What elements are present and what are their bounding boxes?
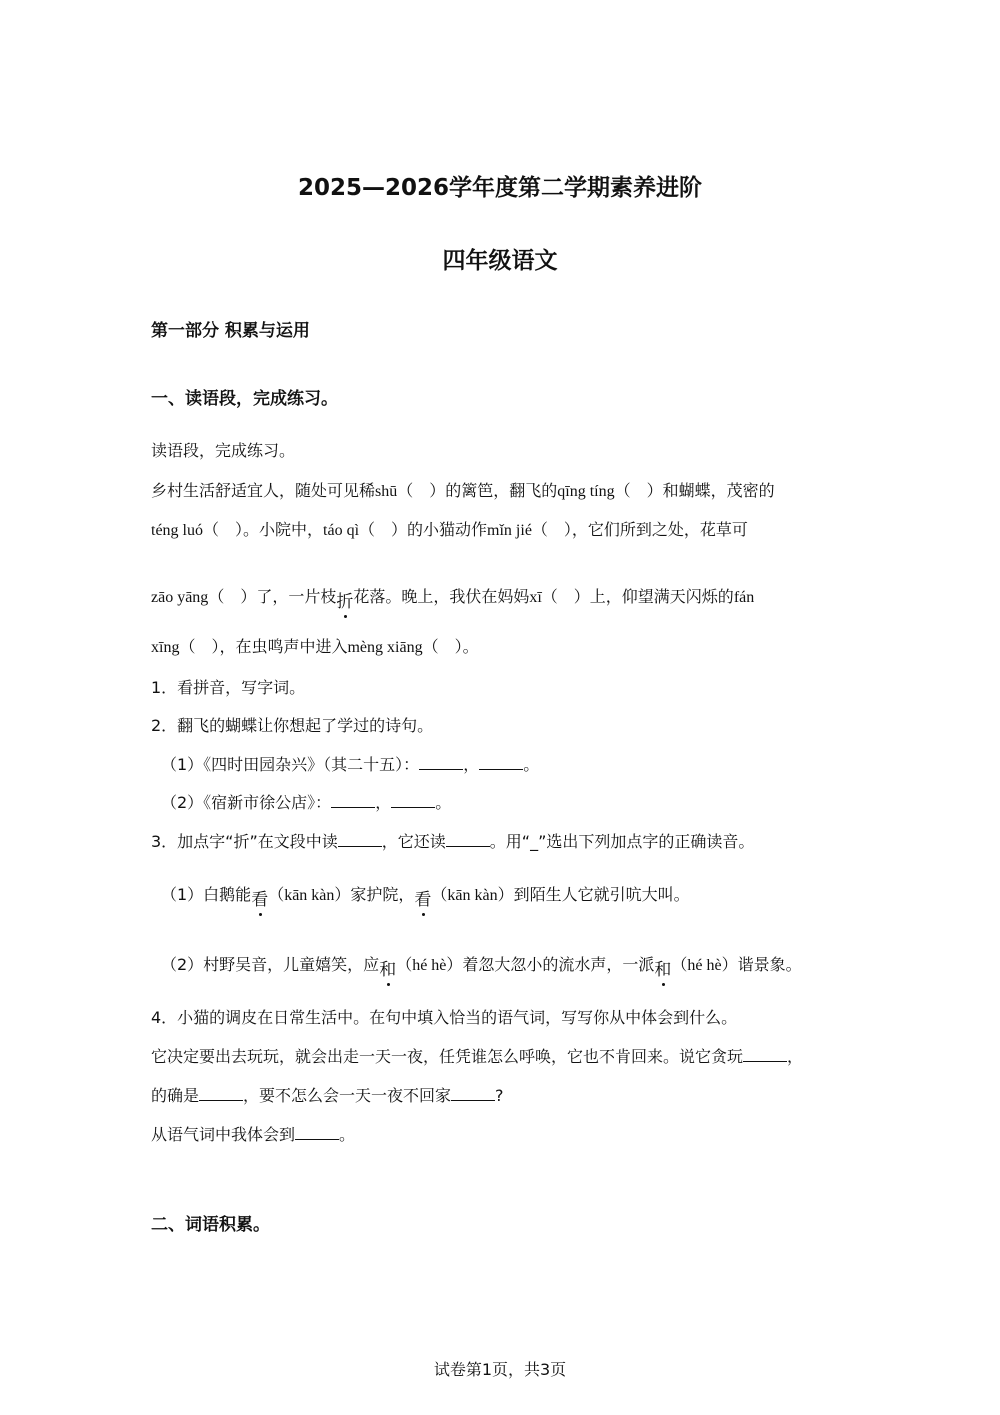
text: ， [787,1047,804,1066]
pinyin: qīng tíng [557,483,615,500]
text: （ ）了，一片枝 [208,587,337,606]
passage-line-4 [151,634,479,657]
question-2: 2．翻飞的蝴蝶让你想起了学过的诗句。 [151,716,434,735]
text: 的确是 [151,1086,200,1105]
text: （2）村野吴音，儿童嬉笑，应 [161,955,380,974]
text: （ ），它们所到之处，花草可 [531,520,748,539]
question-3-2 [161,950,802,980]
pinyin: xī [529,589,542,606]
question-4-line-3 [151,1122,355,1145]
text: （1）白鹅能 [161,885,252,904]
pinyin: zāo yāng [151,589,209,606]
answer-blank[interactable] [199,1086,243,1101]
dotted-char: 看 [414,890,432,910]
text: 到陌生人它就引吭大叫。 [513,885,690,904]
exam-subject: 四年级语文 [442,248,558,274]
dotted-char: 和 [654,960,672,980]
passage-line-3 [151,582,755,612]
pinyin-choice[interactable]: （kān kàn） [268,887,351,904]
text: ， [463,755,480,774]
pinyin: shū [375,483,398,500]
part1-heading: 第一部分 积累与运用 [151,321,310,341]
underline-mark: _ [530,832,539,851]
text: （ ）。 [422,637,479,656]
question-2-2 [161,790,451,813]
passage-line-2 [151,517,748,540]
text: 花落。晚上，我伏在妈妈 [353,587,530,606]
question-4: 4．小猫的调皮在日常生活中。在句中填入恰当的语气词，写写你从中体会到什么。 [151,1008,738,1027]
passage-line-1 [151,478,775,501]
text: 从语气词中我体会到 [151,1125,296,1144]
text: （2）《宿新市徐公店》： [161,793,332,812]
text: 3．加点字“折”在文段中读 [151,832,338,851]
answer-blank[interactable] [451,1086,495,1101]
exam-title: 2025—2026学年度第二学期素养进阶 [297,175,703,201]
pinyin: mèng xiāng [347,639,423,656]
text: 乡村生活舒适宜人，随处可见稀 [151,481,376,500]
pinyin: mǐn jié [487,522,532,539]
text: 。 [339,1125,356,1144]
dotted-char: 和 [379,960,397,980]
text: ”选出下列加点字的正确读音。 [538,832,755,851]
text: 。 [435,793,452,812]
text: （1）《四时田园杂兴》（其二十五）： [161,755,420,774]
text: （ ）的篱笆，翻飞的 [397,481,558,500]
pinyin: fán [733,589,755,606]
dotted-char: 折 [336,592,354,612]
question-3-1 [161,880,690,910]
page-footer: 试卷第1页，共3页 [433,1360,567,1379]
text: ，要不怎么会一天一夜不回家 [243,1086,452,1105]
dotted-char: 看 [251,890,269,910]
text: 着忽大忽小的流水声，一派 [462,955,655,974]
question-1: 1．看拼音，写字词。 [151,678,306,697]
text: 它决定要出去玩玩，就会出走一天一夜，任凭谁怎么呼唤，它也不肯回来。说它贪玩 [151,1047,744,1066]
text: 。 [523,755,540,774]
text: ，它还读 [381,832,446,851]
pinyin: táo qì [323,522,360,539]
question-2-1 [161,752,539,775]
answer-blank[interactable] [295,1125,339,1140]
text: （ ）和蝴蝶，茂密的 [614,481,775,500]
answer-blank[interactable] [391,793,435,808]
text: ， [375,793,392,812]
text: （ ），在虫鸣声中进入 [179,637,348,656]
pinyin-choice[interactable]: （hé hè） [671,957,738,974]
question-3 [151,829,754,852]
question-4-line-1 [151,1044,803,1067]
section1-intro: 读语段，完成练习。 [151,441,296,460]
answer-blank[interactable] [419,755,463,770]
text: 谐景象。 [737,955,802,974]
section1-heading: 一、读语段，完成练习。 [151,389,338,409]
text: （ ）上，仰望满天闪烁的 [541,587,734,606]
text: （ ）。小院中， [203,520,324,539]
pinyin-choice[interactable]: （hé hè） [396,957,463,974]
answer-blank[interactable] [338,832,382,847]
answer-blank[interactable] [331,793,375,808]
question-4-line-2 [151,1083,504,1106]
answer-blank[interactable] [446,832,490,847]
section2-heading: 二、词语积累。 [151,1215,270,1235]
answer-blank[interactable] [479,755,523,770]
pinyin-choice[interactable]: （kān kàn） [431,887,514,904]
text: （ ）的小猫动作 [359,520,488,539]
pinyin: xīng [151,639,180,656]
pinyin: téng luó [151,522,203,539]
answer-blank[interactable] [743,1047,787,1062]
text: ? [495,1086,504,1105]
text: 。用“ [489,832,531,851]
text: 家护院， [350,885,415,904]
